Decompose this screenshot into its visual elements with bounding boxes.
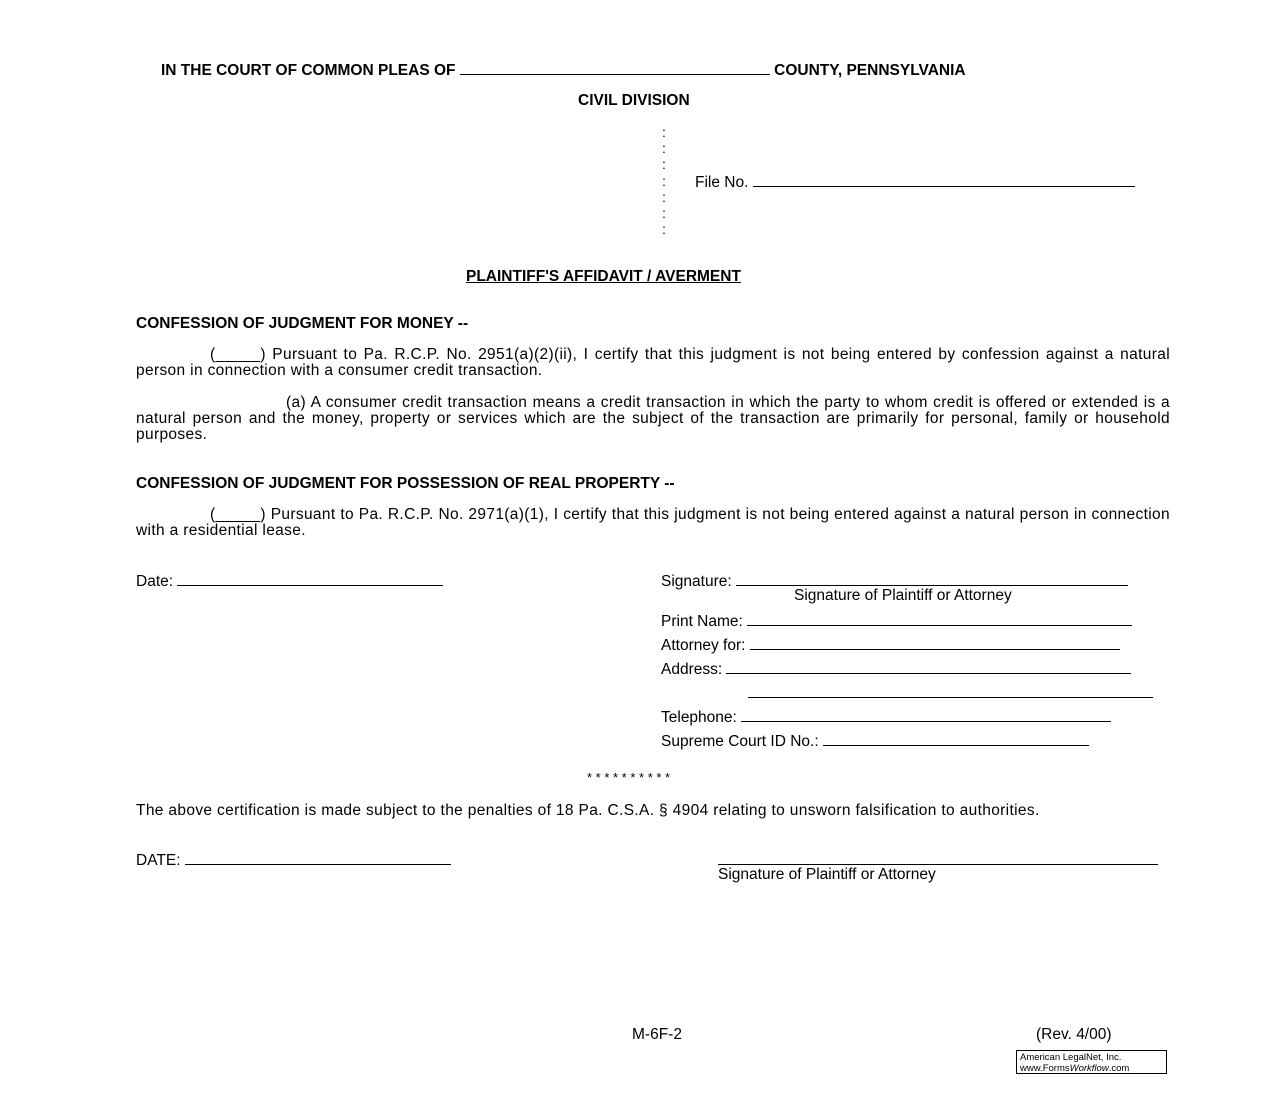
telephone-field[interactable]	[741, 707, 1111, 722]
website-italic: Workflow	[1069, 1063, 1109, 1074]
file-no-row	[695, 172, 1135, 191]
attorney-for-field[interactable]	[750, 635, 1120, 650]
address-label: Address:	[661, 661, 723, 678]
publisher-website[interactable]	[1020, 1063, 1163, 1074]
form-number: M-6F-2	[632, 1026, 682, 1043]
telephone-row	[661, 707, 1111, 726]
money-section-heading: CONFESSION OF JUDGMENT FOR MONEY --	[136, 315, 469, 332]
property-certification-text: Pursuant to Pa. R.C.P. No. 2971(a)(1), I certify that this judgment is not being entered against a natural person in connection with a residential lease.	[136, 506, 1170, 539]
penalty-signature-caption: Signature of Plaintiff or Attorney	[718, 866, 936, 883]
address-row-2	[748, 683, 1153, 702]
attorney-for-label: Attorney for:	[661, 637, 746, 654]
print-name-label: Print Name:	[661, 613, 743, 630]
address-field-line-2[interactable]	[748, 683, 1153, 698]
signature-caption: Signature of Plaintiff or Attorney	[794, 587, 1012, 604]
caption-colon: :	[662, 140, 666, 157]
property-checkbox-blank[interactable]: (_____)	[210, 506, 266, 523]
penalty-date-row	[136, 850, 451, 869]
date-row	[136, 571, 443, 590]
caption-colon: :	[662, 188, 666, 205]
caption-colon: :	[662, 124, 666, 140]
date-label: Date:	[136, 573, 174, 590]
county-blank[interactable]	[460, 60, 770, 75]
document-title: PLAINTIFF'S AFFIDAVIT / AVERMENT	[466, 268, 741, 285]
caption-colon: :	[662, 221, 666, 238]
signature-label: Signature:	[661, 573, 732, 590]
property-section-heading: CONFESSION OF JUDGMENT FOR POSSESSION OF REAL PROPERTY --	[136, 475, 675, 492]
caption-colon: :	[662, 205, 666, 222]
penalty-date-field[interactable]	[185, 850, 451, 865]
file-no-label: File No.	[695, 174, 749, 191]
address-field-line-1[interactable]	[726, 659, 1131, 674]
signature-field[interactable]	[736, 571, 1128, 586]
print-name-field[interactable]	[747, 611, 1132, 626]
website-prefix: www.Forms	[1020, 1063, 1070, 1074]
website-suffix: .com	[1108, 1063, 1130, 1074]
date-field[interactable]	[177, 571, 443, 586]
publisher-name: American LegalNet, Inc.	[1020, 1052, 1122, 1063]
revision-date: (Rev. 4/00)	[1036, 1026, 1112, 1043]
supreme-court-id-row	[661, 731, 1089, 750]
supreme-court-id-field[interactable]	[823, 731, 1089, 746]
file-no-field[interactable]	[753, 172, 1135, 187]
division-heading: CIVIL DIVISION	[578, 92, 690, 109]
property-certification	[136, 507, 1170, 539]
print-name-row	[661, 611, 1132, 630]
telephone-label: Telephone:	[661, 709, 737, 726]
consumer-credit-definition-text: (a) A consumer credit transaction means a credit transaction in which the party to whom credit is offered or extended is a natural person and the money, property or services which are the subject of the transaction are primarily for personal, family or household purposes.	[136, 394, 1170, 443]
penalty-date-label: DATE:	[136, 852, 181, 869]
publisher-box	[1016, 1050, 1167, 1074]
money-certification	[136, 347, 1170, 379]
money-checkbox-blank[interactable]: (_____)	[210, 346, 266, 363]
money-certification-text: Pursuant to Pa. R.C.P. No. 2951(a)(2)(ii), I certify that this judgment is not being entered by confession against a natural person in connection with a consumer credit transaction.	[136, 346, 1170, 379]
supreme-court-id-label: Supreme Court ID No.:	[661, 733, 819, 750]
address-row	[661, 659, 1131, 678]
penalty-signature-field[interactable]	[718, 850, 1158, 865]
court-line	[161, 60, 966, 79]
court-line-right: COUNTY, PENNSYLVANIA	[774, 62, 966, 79]
separator-stars: * * * * * * * * * *	[587, 770, 671, 785]
consumer-credit-definition	[136, 395, 1170, 443]
caption-colon: :	[662, 156, 666, 173]
caption-divider	[662, 124, 668, 237]
penalty-statement: The above certification is made subject to the penalties of 18 Pa. C.S.A. § 4904 relating to unsworn falsification to authorities.	[136, 802, 1040, 819]
caption-colon: :	[662, 172, 666, 189]
attorney-for-row	[661, 635, 1120, 654]
court-line-left: IN THE COURT OF COMMON PLEAS OF	[161, 62, 456, 79]
